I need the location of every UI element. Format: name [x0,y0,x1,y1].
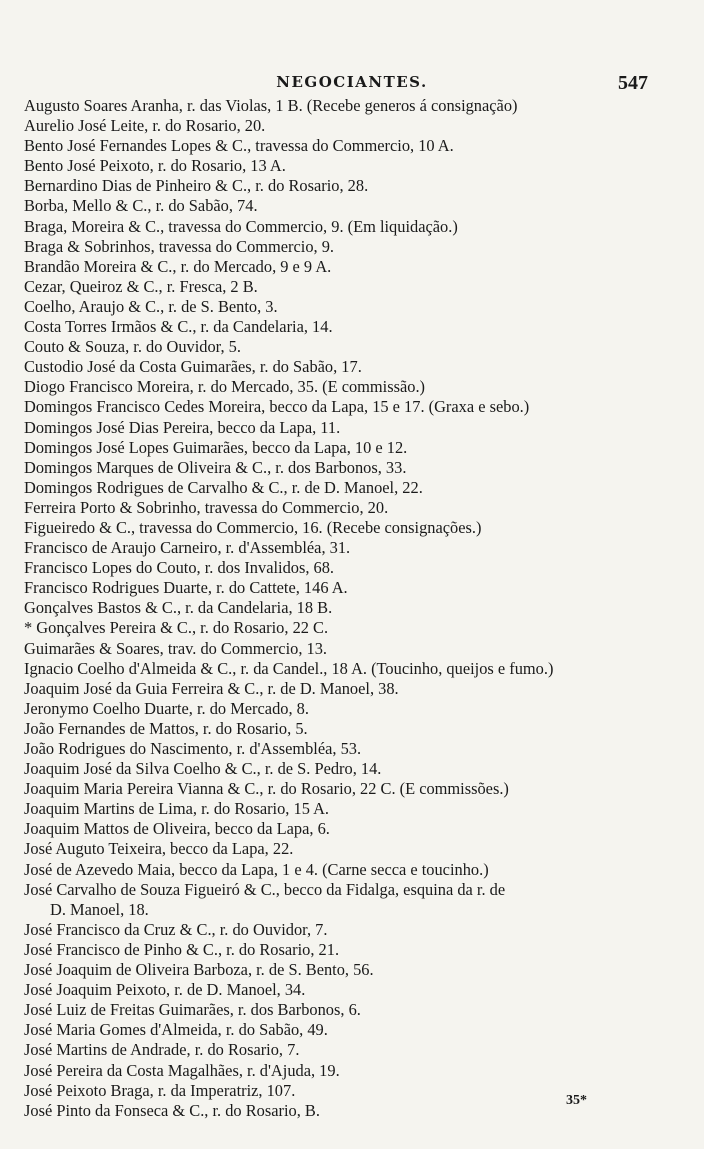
list-item: Domingos José Lopes Guimarães, becco da Lapa, 10 e 12. [24,437,408,457]
list-item: Gonçalves Bastos & C., r. da Candelaria, 18 B. [24,598,333,618]
list-item: Braga, Moreira & C., travessa do Commercio, 9. (Em liquidação.) [24,216,458,236]
list-item: Guimarães & Soares, trav. do Commercio, 13. [24,638,328,658]
list-item: José Carvalho de Souza Figueiró & C., becco da Fidalga, esquina da r. de [24,879,506,899]
list-item: * Gonçalves Pereira & C., r. do Rosario, 22 C. [24,618,329,638]
list-item: Domingos José Dias Pereira, becco da Lapa, 11. [24,417,341,437]
list-item: Cezar, Queiroz & C., r. Fresca, 2 B. [24,276,258,296]
list-item: Joaquim Maria Pereira Vianna & C., r. do Rosario, 22 C. (E commissões.) [24,779,509,799]
list-item: José Pereira da Costa Magalhães, r. d'Ajuda, 19. [24,1060,340,1080]
list-item: Couto & Souza, r. do Ouvidor, 5. [24,337,241,357]
list-item: Diogo Francisco Moreira, r. do Mercado, 35. (E commissão.) [24,377,426,397]
list-item: José Luiz de Freitas Guimarães, r. dos Barbonos, 6. [24,1000,361,1020]
list-item: José de Azevedo Maia, becco da Lapa, 1 e 4. (Carne secca e toucinho.) [24,859,489,879]
page-number: 547 [618,72,648,94]
list-item: Aurelio José Leite, r. do Rosario, 20. [24,116,266,136]
list-item: Joaquim José da Guia Ferreira & C., r. de D. Manoel, 38. [24,678,399,698]
list-item: Joaquim Martins de Lima, r. do Rosario, 15 A. [24,799,330,819]
list-item: José Pinto da Fonseca & C., r. do Rosario, B. [24,1100,320,1120]
list-item: Ignacio Coelho d'Almeida & C., r. da Candel., 18 A. (Toucinho, queijos e fumo.) [24,658,554,678]
list-item: José Joaquim de Oliveira Barboza, r. de S. Bento, 56. [24,960,374,980]
list-item: Coelho, Araujo & C., r. de S. Bento, 3. [24,296,278,316]
list-item: José Joaquim Peixoto, r. de D. Manoel, 34. [24,980,306,1000]
list-item: Jeronymo Coelho Duarte, r. do Mercado, 8. [24,698,309,718]
list-item: Francisco Rodrigues Duarte, r. do Cattete, 146 A. [24,578,348,598]
list-item: José Maria Gomes d'Almeida, r. do Sabão, 49. [24,1020,328,1040]
list-item: Francisco de Araujo Carneiro, r. d'Assembléa, 31. [24,538,351,558]
list-item: Joaquim José da Silva Coelho & C., r. de S. Pedro, 14. [24,759,382,779]
signature-mark: 35* [566,1093,587,1108]
list-item: José Martins de Andrade, r. do Rosario, 7. [24,1040,300,1060]
list-item: Custodio José da Costa Guimarães, r. do Sabão, 17. [24,357,362,377]
list-item: Borba, Mello & C., r. do Sabão, 74. [24,196,258,216]
list-item: Domingos Marques de Oliveira & C., r. dos Barbonos, 33. [24,457,407,477]
list-item: Bento José Fernandes Lopes & C., travessa do Commercio, 10 A. [24,136,454,156]
page-title: NEGOCIANTES. [276,73,428,91]
list-item: José Francisco de Pinho & C., r. do Rosario, 21. [24,939,340,959]
list-item: João Fernandes de Mattos, r. do Rosario, 5. [24,718,308,738]
list-item: José Francisco da Cruz & C., r. do Ouvidor, 7. [24,919,328,939]
list-item: João Rodrigues do Nascimento, r. d'Assembléa, 53. [24,739,362,758]
list-item-continuation: D. Manoel, 18. [50,899,149,919]
list-item: Figueiredo & C., travessa do Commercio, 16. (Recebe consignações.) [24,517,482,537]
list-item: Domingos Francisco Cedes Moreira, becco da Lapa, 15 e 17. (Graxa e sebo.) [24,397,530,417]
list-item: Joaquim Mattos de Oliveira, becco da Lapa, 6. [24,819,330,839]
merchant-list [24,96,664,1121]
list-item: Francisco Lopes do Couto, r. dos Invalidos, 68. [24,558,335,578]
list-item: Ferreira Porto & Sobrinho, travessa do Commercio, 20. [24,497,389,517]
list-item: José Peixoto Braga, r. da Imperatriz, 107. [24,1080,296,1100]
list-item: Domingos Rodrigues de Carvalho & C., r. de D. Manoel, 22. [24,477,423,497]
list-item: José Auguto Teixeira, becco da Lapa, 22. [24,839,294,859]
list-item: Brandão Moreira & C., r. do Mercado, 9 e 9 A. [24,256,332,276]
list-item: Bento José Peixoto, r. do Rosario, 13 A. [24,156,286,176]
list-item: Bernardino Dias de Pinheiro & C., r. do Rosario, 28. [24,176,369,196]
list-item: Augusto Soares Aranha, r. das Violas, 1 B. (Recebe generos á consignação) [24,96,518,115]
list-item: Costa Torres Irmãos & C., r. da Candelaria, 14. [24,317,333,337]
list-item: Braga & Sobrinhos, travessa do Commercio, 9. [24,236,335,256]
